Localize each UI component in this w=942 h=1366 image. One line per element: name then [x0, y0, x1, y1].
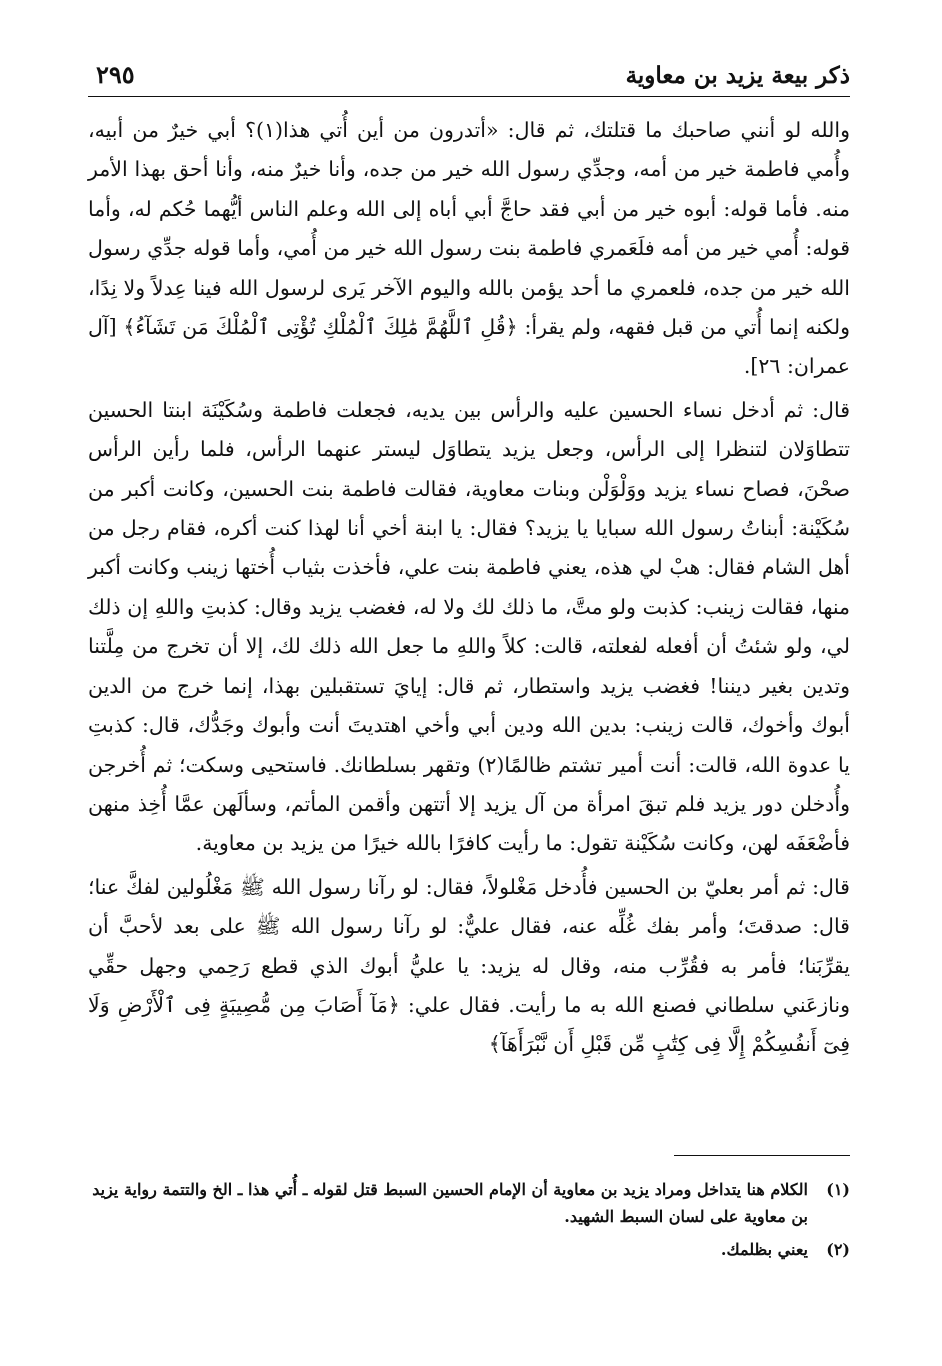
body-text [88, 111, 850, 1065]
footnotes [88, 1155, 850, 1269]
footnote-text: يعني بظلمك. [720, 1240, 808, 1259]
footnote-item [88, 1236, 850, 1263]
footnote-divider [674, 1155, 850, 1156]
footnote-item [88, 1176, 850, 1230]
page-number: ٢٩٥ [96, 60, 135, 89]
page-content [88, 52, 850, 1065]
body-paragraph: قال: ثم أدخل نساء الحسين عليه والرأس بين يديه، فجعلت فاطمة وسُكَيْنَة ابنتا الحسين تتطاوَلان لتنظرا إلى الرأس، وجعل يزيد يتطاوَل ليستر عنهما الرأس، فلما رأين الرأس صحْنَ، فصاح نساء يزيد ووَلْوَلْن وبنات معاوية، فقالت فاطمة بنت الحسين، وكانت أكبر من سُكَيْنة: أبناتُ رسول الله سبايا يا يزيد؟ فقال: يا ابنة أخي أنا لهذا كنت أكره، فقام رجل من أهل الشام فقال: هبْ لي هذه، يعني فاطمة بنت علي، فأخذت بثياب أُختها زينب وكانت أكبر منها، فقالت زينب: كذبت ولو متَّ، ما ذلك لك ولا له، فغضب يزيد وقال: كذبتِ واللهِ إن ذلك لي، ولو شئتُ أن أفعله لفعلته، قالت: كلاً واللهِ ما جعل الله ذلك لك، إلا أن تخرج من مِلَّتنا وتدين بغير ديننا! فغضب يزيد واستطار، ثم قال: إيايَ تستقبلين بهذا، إنما خرج من الدين أبوك وأخوك، قالت زينب: بدين الله ودين أبي وأخي اهتديتَ أنت وأبوك وجَدُّك، قال: كذبتِ يا عدوة الله، قالت: أنت أمير تشتم ظالمًا(٢) وتقهر بسلطانك. فاستحيى وسكت؛ ثم أُخرجن وأُدخلن دور يزيد فلم تبقَ امرأة من آل يزيد إلا أتتهن وأقمن المأتم، وسألَهن عمَّا أُخِذ منهن فأضْعَفَه لهن، وكانت سُكَيْنة تقول: ما رأيت كافرًا بالله خيرًا من يزيد بن معاوية. [88, 397, 851, 856]
body-paragraph: قال: ثم أمر بعليّ بن الحسين فأُدخل مَغْلولاً، فقال: لو رآنا رسول الله ﷺ مَغْلُولين لفكَّ عنا؛ قال: صدقتَ؛ وأمر بفك غُلِّه عنه، فقال عليٌّ: لو رآنا رسول الله ﷺ على بعد لأحبَّ أن يقرِّبَنا؛ فأمر به فقُرِّب منه، وقال له يزيد: يا عليُّ أبوك الذي قطع رَحِمي وجهل حقِّي ونازعَني سلطاني فصنع الله به ما رأيت. فقال علي: ﴿مَآ أَصَابَ مِن مُّصِيبَةٍ فِى ٱلْأَرْضِ وَلَا فِىٓ أَنفُسِكُمْ إِلَّا فِى كِتَٰبٍ مِّن قَبْلِ أَن نَّبْرَأَهَآ﴾ [88, 874, 850, 1057]
page-header [88, 52, 850, 97]
footnote-number: (٢) [826, 1240, 850, 1259]
footnote-list [88, 1176, 850, 1263]
body-paragraph: والله لو أنني صاحبك ما قتلتك، ثم قال: «أتدرون من أين أُتي هذا(١)؟ أبي خيرٌ من أبيه، وأُمي فاطمة خير من أمه، وجدِّي رسول الله خير من جده، وأنا خيرٌ منه، وأنا أحق بهذا الأمر منه. فأما قوله: أبوه خير من أبي فقد حاجَّ أبي أباه إلى الله وعلم الناس أيُّهما حُكم له، وأما قوله: أُمي خير من أمه فلَعَمري فاطمة بنت رسول الله خير من أُمي، وأما قوله جدِّي رسول الله خير من جده، فلعمري ما أحد يؤمن بالله واليوم الآخر يَرى لرسول الله فينا عِدلاً ولا نِدًا، ولكنه إنما أُتي من قبل فقهه، ولم يقرأ: ﴿قُلِ ٱللَّهُمَّ مَٰلِكَ ٱلْمُلْكِ تُؤْتِى ٱلْمُلْكَ مَن تَشَآءُ﴾ [آل عمران: ٢٦]. [88, 118, 850, 379]
running-title: ذكر بيعة يزيد بن معاوية [625, 62, 850, 89]
footnote-text: الكلام هنا يتداخل ومراد يزيد بن معاوية أن الإمام الحسين السبط قتل لقوله ـ أُتي هذا ـ الخ والتتمة رواية يزيد بن معاوية على لسان السبط الشهيد. [92, 1180, 808, 1226]
footnote-number: (١) [826, 1180, 850, 1199]
